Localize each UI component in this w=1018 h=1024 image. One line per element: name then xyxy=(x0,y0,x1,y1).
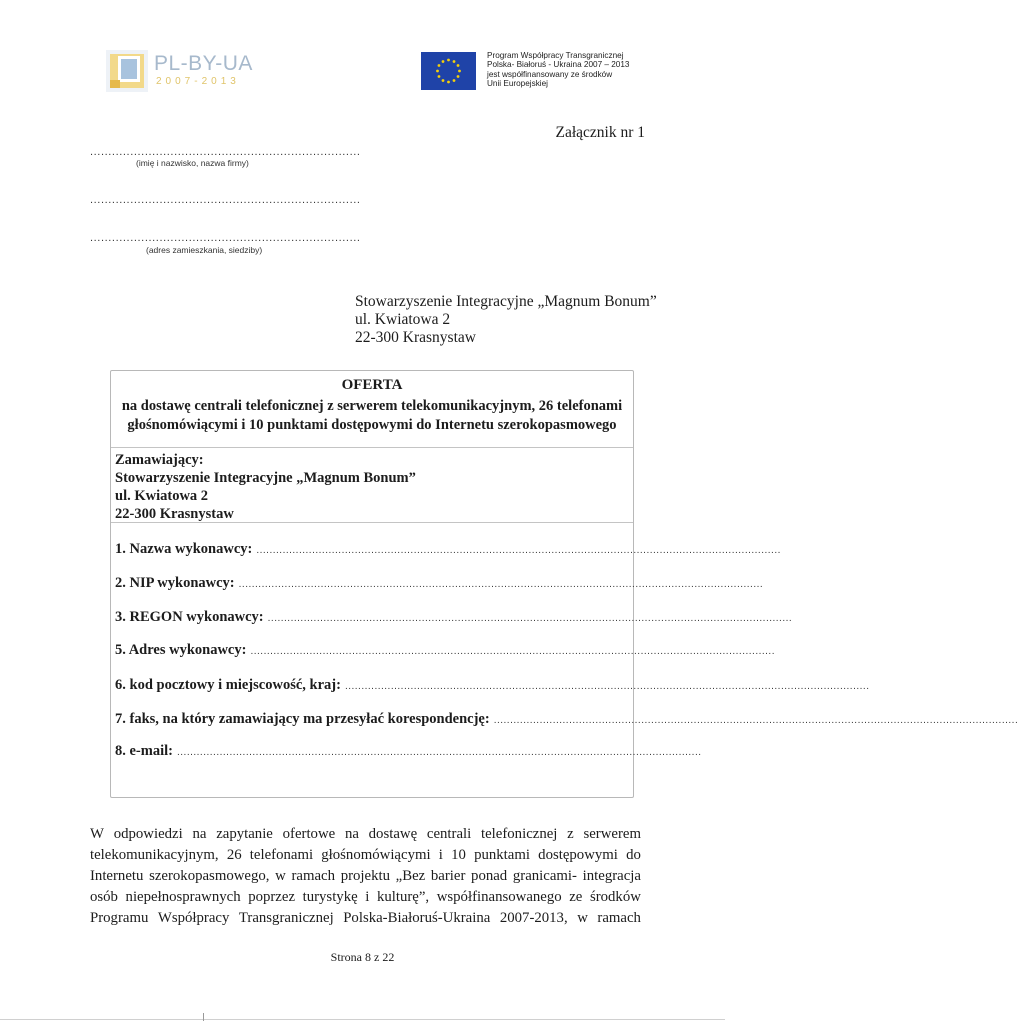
attachment-label: Załącznik nr 1 xyxy=(555,124,645,141)
field-postal-code[interactable] xyxy=(115,677,870,694)
client-line: Stowarzyszenie Integracyjne „Magnum Bonum” xyxy=(115,470,416,486)
logo-name: PL-BY-UA xyxy=(154,52,253,75)
recipient-line: ul. Kwiatowa 2 xyxy=(355,311,451,328)
sender-extra-line: .......................................................................... xyxy=(90,194,361,206)
fill-in-line[interactable]: ................................................................................................................................................................ xyxy=(176,747,702,758)
fill-in-line[interactable]: ................................................................................................................................................................ xyxy=(256,545,781,556)
program-info xyxy=(487,51,687,88)
body-line: osób niepełnosprawnych poprzez turystykę i kulturę”, współfinansowanego ze środków xyxy=(90,889,641,905)
offer-subtitle-line: głośnomówiącymi i 10 punktami dostępowymi do Internetu szerokopasmowego xyxy=(127,416,617,433)
bottom-rule xyxy=(0,1019,725,1020)
recipient-line: 22-300 Krasnystaw xyxy=(355,329,476,346)
pl-by-ua-logo-icon xyxy=(106,50,148,92)
field-regon[interactable] xyxy=(115,609,793,626)
fill-in-line[interactable]: ................................................................................................................................................................ xyxy=(267,613,793,624)
recipient-line: Stowarzyszenie Integracyjne „Magnum Bonum” xyxy=(355,293,657,310)
offer-subtitle xyxy=(113,397,631,434)
field-email[interactable] xyxy=(115,743,702,760)
page-number: Strona 8 z 22 xyxy=(330,950,395,964)
program-line: Program Współpracy Transgranicznej xyxy=(487,51,624,60)
body-line: telekomunikacyjnym, 26 telefonami głośnomówiącymi i 10 punktami dostępowymi do xyxy=(90,847,641,863)
body-paragraph xyxy=(90,824,641,929)
fill-in-line[interactable]: ................................................................................................................................................................ xyxy=(238,579,764,590)
offer-title: OFERTA xyxy=(341,377,403,393)
client-label: Zamawiający: xyxy=(115,452,204,468)
section-divider xyxy=(111,447,633,448)
client-line: ul. Kwiatowa 2 xyxy=(115,488,209,504)
body-line: W odpowiedzi na zapytanie ofertowe na dostawę centrali telefonicznej z serwerem xyxy=(90,826,641,842)
sender-name-caption: (imię i nazwisko, nazwa firmy) xyxy=(136,158,249,168)
body-line: Internetu szerokopasmowego, w ramach projektu „Bez barier ponad granicami- integracja xyxy=(90,868,641,884)
program-line: jest współfinansowany ze środków xyxy=(487,69,613,79)
offer-subtitle-line: na dostawę centrali telefonicznej z serwerem telekomunikacyjnym, 26 telefonami xyxy=(121,398,623,414)
sender-address-line: .......................................................................... xyxy=(90,232,361,244)
field-label: 5. Adres wykonawcy: xyxy=(115,642,247,658)
field-nip[interactable] xyxy=(115,575,764,592)
client-block xyxy=(115,451,416,523)
program-line: Polska- Białoruś - Ukraina 2007 – 2013 xyxy=(487,60,630,70)
fill-in-line[interactable]: ................................................................................................................................................................ xyxy=(250,646,775,657)
fill-in-line[interactable]: ................................................................................................................................................................ xyxy=(344,681,870,692)
program-line: Unii Europejskiej xyxy=(487,78,548,88)
offer-form xyxy=(110,370,1018,798)
field-label: 1. Nazwa wykonawcy: xyxy=(115,541,253,557)
sender-address-caption: (adres zamieszkania, siedziby) xyxy=(146,245,263,255)
fill-in-line[interactable]: ................................................................................................................................................................ xyxy=(493,715,1018,726)
client-line: 22-300 Krasnystaw xyxy=(115,506,234,522)
field-label: 7. faks, na który zamawiający ma przesyłać korespondencję: xyxy=(115,711,490,727)
eu-flag-icon xyxy=(421,52,476,90)
bottom-mark xyxy=(203,1013,204,1021)
field-label: 3. REGON wykonawcy: xyxy=(115,609,264,625)
recipient-address xyxy=(355,293,657,347)
body-line: Programu Współpracy Transgranicznej Polska-Białoruś-Ukraina 2007-2013, w ramach xyxy=(90,910,641,926)
field-label: 2. NIP wykonawcy: xyxy=(115,575,235,591)
logo-years: 2007-2013 xyxy=(156,76,240,87)
sender-name-line: .......................................................................... xyxy=(90,146,361,158)
section-divider xyxy=(111,522,633,523)
field-fax[interactable] xyxy=(115,711,1018,728)
field-address[interactable] xyxy=(115,642,775,659)
field-label: 8. e-mail: xyxy=(115,743,173,759)
field-label: 6. kod pocztowy i miejscowość, kraj: xyxy=(115,677,341,693)
field-contractor-name[interactable] xyxy=(115,541,781,558)
